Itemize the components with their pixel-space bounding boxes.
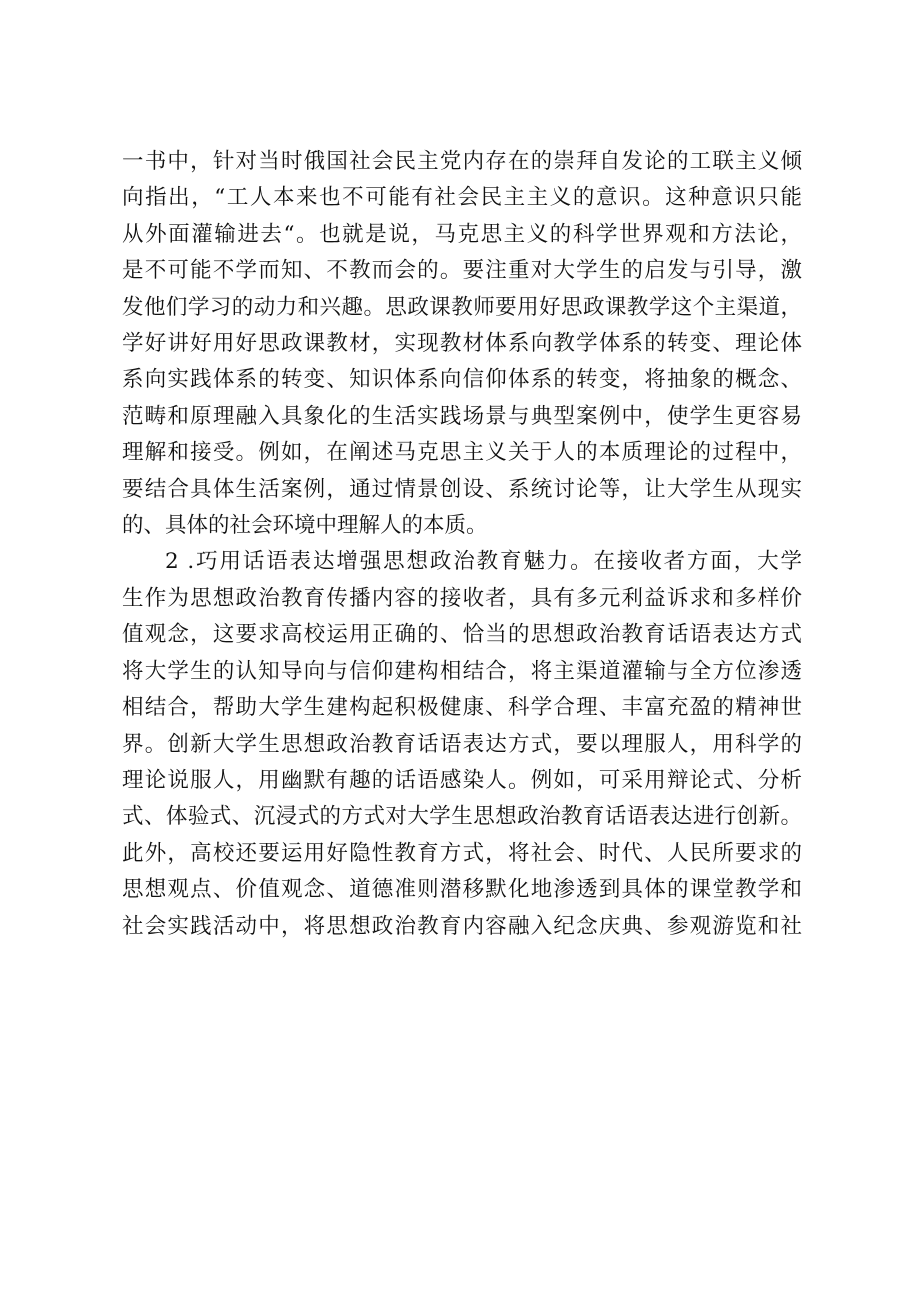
text-line: 思想观点、价值观念、道德准则潜移默化地渗透到具体的课堂教学和 (122, 877, 802, 903)
text-line: 生作为思想政治教育传播内容的接收者，具有多元利益诉求和多样价 (122, 585, 802, 611)
text-line: 理论说服人，用幽默有趣的话语感染人。例如，可采用辩论式、分析 (122, 767, 802, 793)
text-line: 社会实践活动中，将思想政治教育内容融入纪念庆典、参观游览和社 (122, 913, 802, 939)
body-text (122, 144, 802, 945)
text-line: 学好讲好用好思政课教材，实现教材体系向教学体系的转变、理论体 (122, 331, 802, 357)
text-line: 是不可能不学而知、不教而会的。要注重对大学生的启发与引导，激 (122, 258, 802, 284)
text-line: 向指出，“工人本来也不可能有社会民主主义的意识。这种意识只能 (122, 185, 802, 211)
text-line: 2 .巧用话语表达增强思想政治教育魅力。在接收者方面，大学 (165, 549, 802, 575)
text-line: 系向实践体系的转变、知识体系向信仰体系的转变，将抽象的概念、 (122, 367, 802, 393)
text-line: 式、体验式、沉浸式的方式对大学生思想政治教育话语表达进行创新。 (122, 804, 802, 830)
text-line: 此外，高校还要运用好隐性教育方式，将社会、时代、人民所要求的 (122, 840, 802, 866)
text-line: 理解和接受。例如，在阐述马克思主义关于人的本质理论的过程中， (122, 440, 802, 466)
text-line: 发他们学习的动力和兴趣。思政课教师要用好思政课教学这个主渠道， (122, 294, 802, 320)
text-line: 界。创新大学生思想政治教育话语表达方式，要以理服人，用科学的 (122, 731, 802, 757)
text-line: 范畴和原理融入具象化的生活实践场景与典型案例中，使学生更容易 (122, 403, 802, 429)
paragraph-1 (122, 144, 802, 544)
text-line: 一书中，针对当时俄国社会民主党内存在的崇拜自发论的工联主义倾 (122, 149, 802, 174)
text-line: 要结合具体生活案例，通过情景创设、系统讨论等，让大学生从现实 (122, 476, 802, 502)
text-line: 将大学生的认知导向与信仰建构相结合，将主渠道灌输与全方位渗透 (122, 658, 802, 684)
text-line: 值观念，这要求高校运用正确的、恰当的思想政治教育话语表达方式 (122, 622, 802, 648)
text-line: 从外面灌输进去“。也就是说，马克思主义的科学世界观和方法论， (122, 221, 802, 247)
text-line: 相结合，帮助大学生建构起积极健康、科学合理、丰富充盈的精神世 (122, 695, 802, 721)
text-line: 的、具体的社会环境中理解人的本质。 (122, 513, 488, 539)
paragraph-2 (122, 544, 802, 944)
